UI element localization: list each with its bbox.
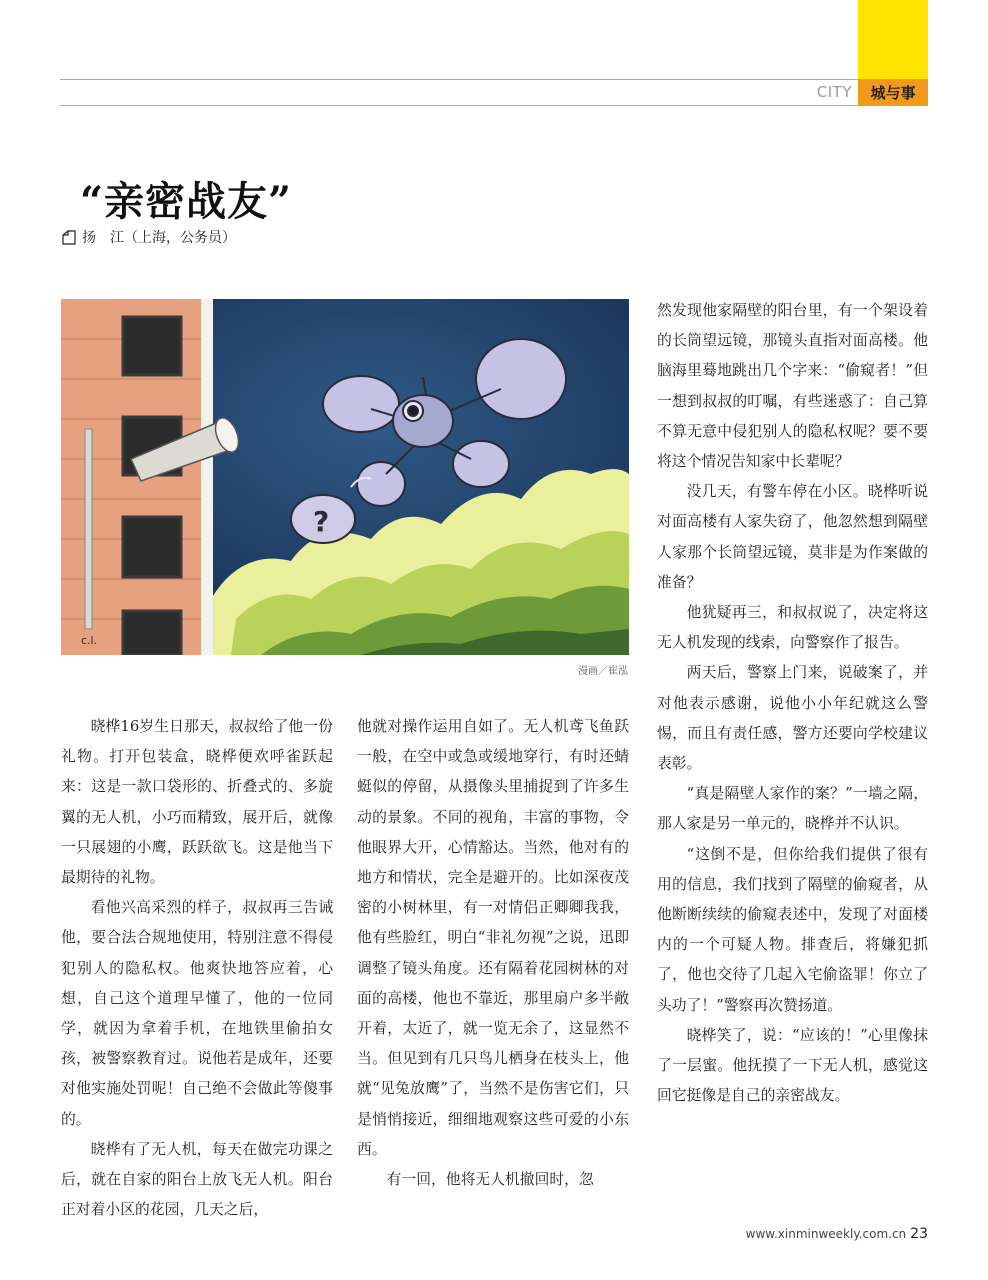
paragraph: 没几天，有警车停在小区。晓桦听说对面高楼有人家失窃了，他忽然想到隔壁人家那个长筒望远镜，莫非是为作案做的准备？ <box>657 483 928 591</box>
footer-url: www.xinminweekly.com.cn <box>745 1227 907 1241</box>
paragraph: 然发现他家隔壁的阳台里，有一个架设着的长筒望远镜，那镜头直指对面高楼。他脑海里蓦地跳出几个字来：“偷窥者！”但一想到叔叔的叮嘱，有些迷惑了：自己算不算无意中侵犯别人的隐私权呢？要不要将这个情况告知家中长辈呢？ <box>657 302 928 471</box>
paragraph: 看他兴高采烈的样子，叔叔再三告诫他，要合法合规地使用，特别注意不得侵犯别人的隐私权。他爽快地答应着，心想，自己这个道理早懂了，他的一位同学，就因为拿着手机，在地铁里偷拍女孩，被警察教育过。说他若是成年，还要对他实施处罚呢！自己绝不会做此等傻事的。 <box>61 899 333 1128</box>
paragraph: 有一回，他将无人机撤回时，忽 <box>386 1171 594 1189</box>
text-column-2 <box>357 712 629 1195</box>
svg-text:?: ? <box>313 505 330 538</box>
illustration-signature: c.l. <box>81 634 98 647</box>
page-footer <box>730 1226 928 1242</box>
text-column-3 <box>657 296 928 1111</box>
byline <box>62 227 236 247</box>
paragraph: “这倒不是，但你给我们提供了很有用的信息，我们找到了隔壁的偷窥者，从他断断续续的偷窥表述中，发现了对面楼内的一个可疑人物。排查后，将嫌犯抓了，他也交待了几起入宅偷盗罪！你立了头功了！”警察再次赞扬道。 <box>657 845 928 1014</box>
paragraph: 他就对操作运用自如了。无人机鸢飞鱼跃一般，在空中或急或缓地穿行，有时还蜻蜓似的停留，从摄像头里捕捉到了许多生动的景象。不同的视角，丰富的事物，令他眼界大开，心情豁达。当然，他对有的地方和情状，完全是避开的。比如深夜茂密的小树林里，有一对情侣正卿卿我我，他有些脸红，明白“非礼勿视”之说，迅即调整了镜头角度。还有隔着花园树林的对面的高楼，他也不靠近，那里扇户多半敞开着，太近了，就一览无余了，这显然不当。但见到有几只鸟儿栖身在枝头上，他就“见兔放鹰”了，当然不是伤害它们，只是悄悄接近，细细地观察这些可爱的小东西。 <box>357 718 629 1158</box>
building <box>61 299 213 655</box>
paragraph: 晓桦有了无人机，每天在做完功课之后，就在自家的阳台上放飞无人机。阳台正对着小区的花园，几天之后， <box>61 1140 333 1219</box>
article-title: “亲密战友” <box>80 178 293 225</box>
text-column-1 <box>61 712 333 1225</box>
paragraph: 晓桦笑了，说：“应该的！”心里像抹了一层蜜。他抚摸了一下无人机，感觉这回它挺像是自己的亲密战友。 <box>657 1026 928 1105</box>
paragraph: 两天后，警察上门来，说破案了，并对他表示感谢，说他小小年纪就这么警惕，而且有责任感，警方还要向学校建议表彰。 <box>657 664 928 773</box>
section-label-en: CITY <box>816 83 852 101</box>
section-label-cn: 城与事 <box>858 80 928 106</box>
header-bottom-rule <box>60 105 928 106</box>
header-top-rule <box>60 79 928 80</box>
page-number: 23 <box>910 1226 928 1242</box>
drone-illustration <box>61 299 629 655</box>
paragraph: 他犹疑再三，和叔叔说了，决定将这无人机发现的线索，向警察作了报告。 <box>657 604 928 652</box>
paragraph: “真是隔壁人家作的案？”一墙之隔，那人家是另一单元的，晓桦并不认识。 <box>657 785 928 833</box>
header-yellow-tab <box>858 0 928 80</box>
byline-text: 扬 江（上海，公务员） <box>82 230 236 246</box>
illustration-caption: 漫画／崔泓 <box>578 666 628 677</box>
pen-icon <box>62 230 76 245</box>
paragraph: 晓桦16岁生日那天，叔叔给了他一份礼物。打开包装盒，晓桦便欢呼雀跃起来：这是一款口袋形的、折叠式的、多旋翼的无人机，小巧而精致，展开后，就像一只展翅的小鹰，跃跃欲飞。这是他当下最期待的礼物。 <box>61 718 333 887</box>
